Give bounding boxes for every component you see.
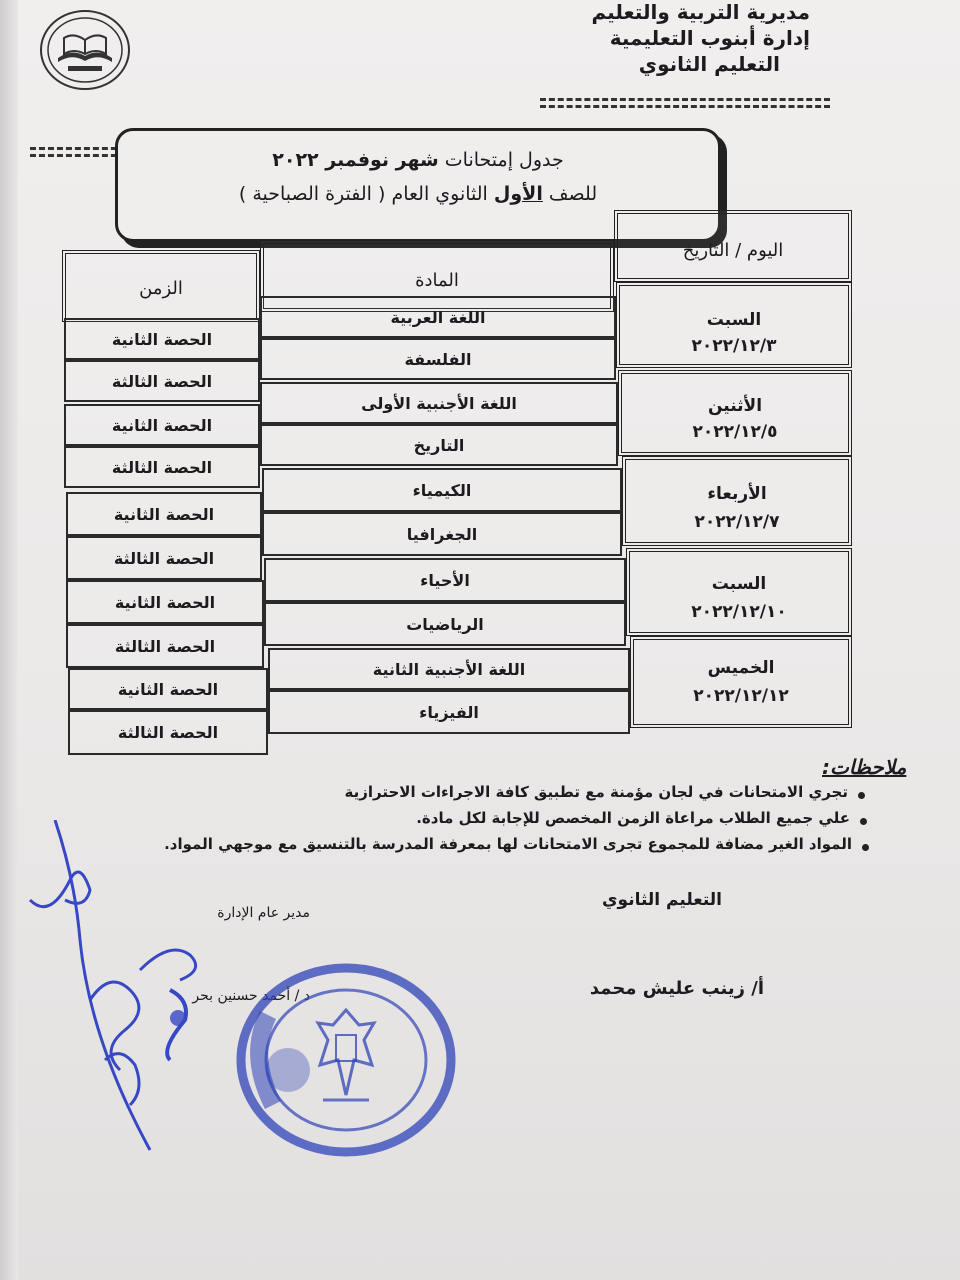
date-label: ٢٠٢٢/١٢/٣	[691, 336, 777, 356]
day-label: الأربعاء	[707, 484, 767, 504]
period-label: الحصة الثانية	[111, 330, 213, 349]
subject-label: الجغرافيا	[406, 525, 478, 544]
header-divider	[540, 98, 830, 101]
department-name: التعليم الثانوي	[638, 52, 780, 76]
subject-cell	[264, 558, 626, 602]
header-time-label: الزمن	[139, 278, 183, 299]
subject-label: اللغة الأجنبية الثانية	[372, 660, 526, 679]
note-item: علي جميع الطلاب مراعاة الزمن المخصص للإجابة لكل مادة.	[416, 809, 850, 827]
bullet-icon	[862, 844, 869, 851]
time-cell	[66, 536, 262, 580]
time-cell	[64, 318, 260, 360]
subject-label: التاريخ	[413, 436, 465, 455]
subject-label: الأحياء	[420, 571, 470, 590]
subject-cell	[264, 602, 626, 646]
title-prefix: جدول إمتحانات	[438, 149, 564, 171]
time-cell	[66, 580, 264, 624]
day-cell	[616, 282, 852, 368]
subject-label: الرياضيات	[406, 615, 484, 634]
header-divider	[540, 105, 830, 108]
signatory-left-title: مدير عام الإدارة	[217, 905, 310, 921]
period-label: الحصة الثانية	[117, 680, 219, 699]
time-cell	[66, 492, 262, 536]
subtitle-suffix: الثانوي العام ( الفترة الصباحية )	[238, 183, 494, 205]
period-label: الحصة الثالثة	[111, 372, 213, 391]
time-cell	[64, 360, 260, 402]
period-label: الحصة الثالثة	[114, 637, 216, 656]
grade-label: الأول	[493, 183, 543, 205]
subject-cell	[262, 468, 622, 512]
day-label: الأثنين	[707, 396, 763, 416]
period-label: الحصة الثالثة	[117, 723, 219, 742]
time-cell	[64, 404, 260, 446]
time-cell	[68, 668, 268, 710]
subtitle-prefix: للصف	[542, 183, 598, 205]
period-label: الحصة الثانية	[114, 593, 216, 612]
signatory-left-name: د / أحمد حسنين بحر	[192, 988, 310, 1004]
subject-label: الكيمياء	[412, 481, 472, 500]
notes-title: ملاحظات:	[822, 755, 907, 779]
eagle-seal-stamp-icon	[228, 955, 458, 1165]
open-book-emblem-icon	[38, 8, 133, 93]
date-label: ٢٠٢٢/١٢/١٠	[691, 602, 787, 622]
date-label: ٢٠٢٢/١٢/٥	[692, 422, 778, 442]
time-cell	[64, 446, 260, 488]
day-cell	[626, 548, 852, 636]
header-day-date-label: اليوم / التاريخ	[682, 240, 784, 261]
subject-label: الفلسفة	[404, 350, 472, 369]
period-label: الحصة الثانية	[111, 416, 213, 435]
page-edge-shadow	[0, 0, 18, 1280]
subject-label: اللغة العربية	[390, 308, 486, 327]
date-label: ٢٠٢٢/١٢/٧	[694, 512, 780, 532]
title-month: شهر نوفمبر ٢٠٢٢	[272, 149, 439, 171]
subject-cell	[260, 382, 618, 424]
subject-cell	[260, 296, 616, 338]
bullet-icon	[858, 792, 865, 799]
day-cell	[630, 636, 852, 728]
subject-cell	[262, 512, 622, 556]
exam-schedule-table	[62, 210, 852, 755]
day-label: الخميس	[707, 658, 775, 678]
period-label: الحصة الثانية	[113, 505, 215, 524]
subject-cell	[260, 338, 616, 380]
handwritten-signature-icon	[20, 820, 250, 1160]
date-label: ٢٠٢٢/١٢/١٢	[693, 686, 789, 706]
period-label: الحصة الثالثة	[111, 458, 213, 477]
time-cell	[66, 624, 264, 668]
signatory-right-title: التعليم الثانوي	[601, 890, 722, 910]
bullet-icon	[860, 818, 867, 825]
day-cell	[622, 456, 852, 546]
subject-cell	[268, 648, 630, 690]
day-cell	[618, 370, 852, 456]
subject-cell	[260, 424, 618, 466]
subject-label: الفيزياء	[419, 703, 479, 722]
directorate-name: مديرية التربية والتعليم	[591, 0, 810, 24]
subject-cell	[268, 690, 630, 734]
signatory-right-name: أ/ زينب عليش محمد	[589, 978, 764, 999]
schedule-subtitle	[118, 183, 718, 205]
time-cell	[68, 710, 268, 755]
day-label: السبت	[706, 310, 762, 330]
subject-label: اللغة الأجنبية الأولى	[361, 394, 517, 413]
period-label: الحصة الثالثة	[113, 549, 215, 568]
schedule-title	[118, 149, 718, 171]
header-time	[62, 250, 260, 322]
administration-name: إدارة أبنوب التعليمية	[609, 26, 810, 50]
day-label: السبت	[711, 574, 767, 594]
note-item: المواد الغير مضافة للمجموع تجرى الامتحانات لها بمعرفة المدرسة بالتنسيق مع موجهي المواد.	[164, 835, 852, 853]
header-day-date	[614, 210, 852, 282]
note-item: تجري الامتحانات في لجان مؤمنة مع تطبيق كافة الاجراءات الاحترازية	[344, 783, 848, 801]
header-subject-label: المادة	[415, 270, 459, 291]
